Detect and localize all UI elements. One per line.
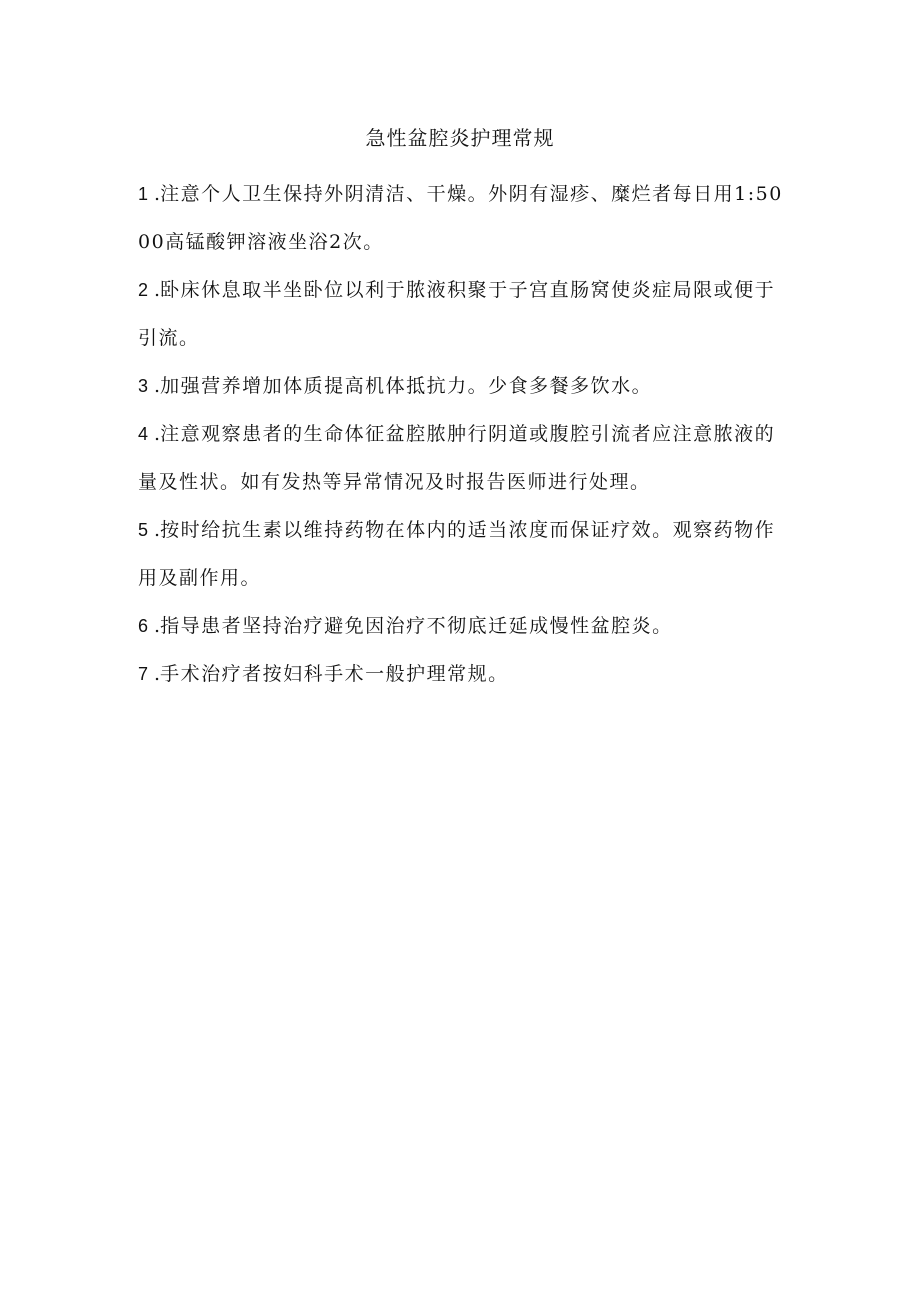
- item-text: 注意个人卫生保持外阴清洁、干燥。外阴有湿疹、糜烂者每日用1:5000高锰酸钾溶液坐浴2次。: [138, 183, 783, 253]
- item-text: 手术治疗者按妇科手术一般护理常规。: [160, 663, 509, 685]
- care-item-4: [138, 410, 788, 506]
- care-item-7: [138, 650, 788, 698]
- item-separator: .: [148, 183, 161, 205]
- item-separator: .: [148, 615, 161, 637]
- item-separator: .: [148, 663, 161, 685]
- item-number: 2: [138, 280, 149, 300]
- care-item-list: [138, 170, 788, 698]
- item-text: 指导患者坚持治疗避免因治疗不彻底迁延成慢性盆腔炎。: [160, 615, 673, 637]
- document-title: 急性盆腔炎护理常规: [365, 126, 555, 150]
- item-separator: .: [148, 375, 161, 397]
- item-text: 注意观察患者的生命体征盆腔脓肿行阴道或腹腔引流者应注意脓液的量及性状。如有发热等异常情况及时报告医师进行处理。: [138, 423, 776, 493]
- item-text: 加强营养增加体质提高机体抵抗力。少食多餐多饮水。: [160, 375, 653, 397]
- item-text: 卧床休息取半坐卧位以利于脓液积聚于子宫直肠窝使炎症局限或便于引流。: [138, 279, 776, 349]
- item-number: 4: [138, 424, 149, 444]
- care-item-6: [138, 602, 788, 650]
- item-separator: .: [148, 519, 161, 541]
- item-number: 6: [138, 616, 149, 636]
- care-item-5: [138, 506, 788, 602]
- care-item-1: [138, 170, 788, 266]
- item-separator: .: [148, 423, 161, 445]
- item-number: 1: [138, 184, 149, 204]
- item-number: 3: [138, 376, 149, 396]
- item-separator: .: [148, 279, 161, 301]
- item-number: 7: [138, 664, 149, 684]
- care-item-3: [138, 362, 788, 410]
- item-text: 按时给抗生素以维持药物在体内的适当浓度而保证疗效。观察药物作用及副作用。: [138, 519, 776, 589]
- item-number: 5: [138, 520, 149, 540]
- care-item-2: [138, 266, 788, 362]
